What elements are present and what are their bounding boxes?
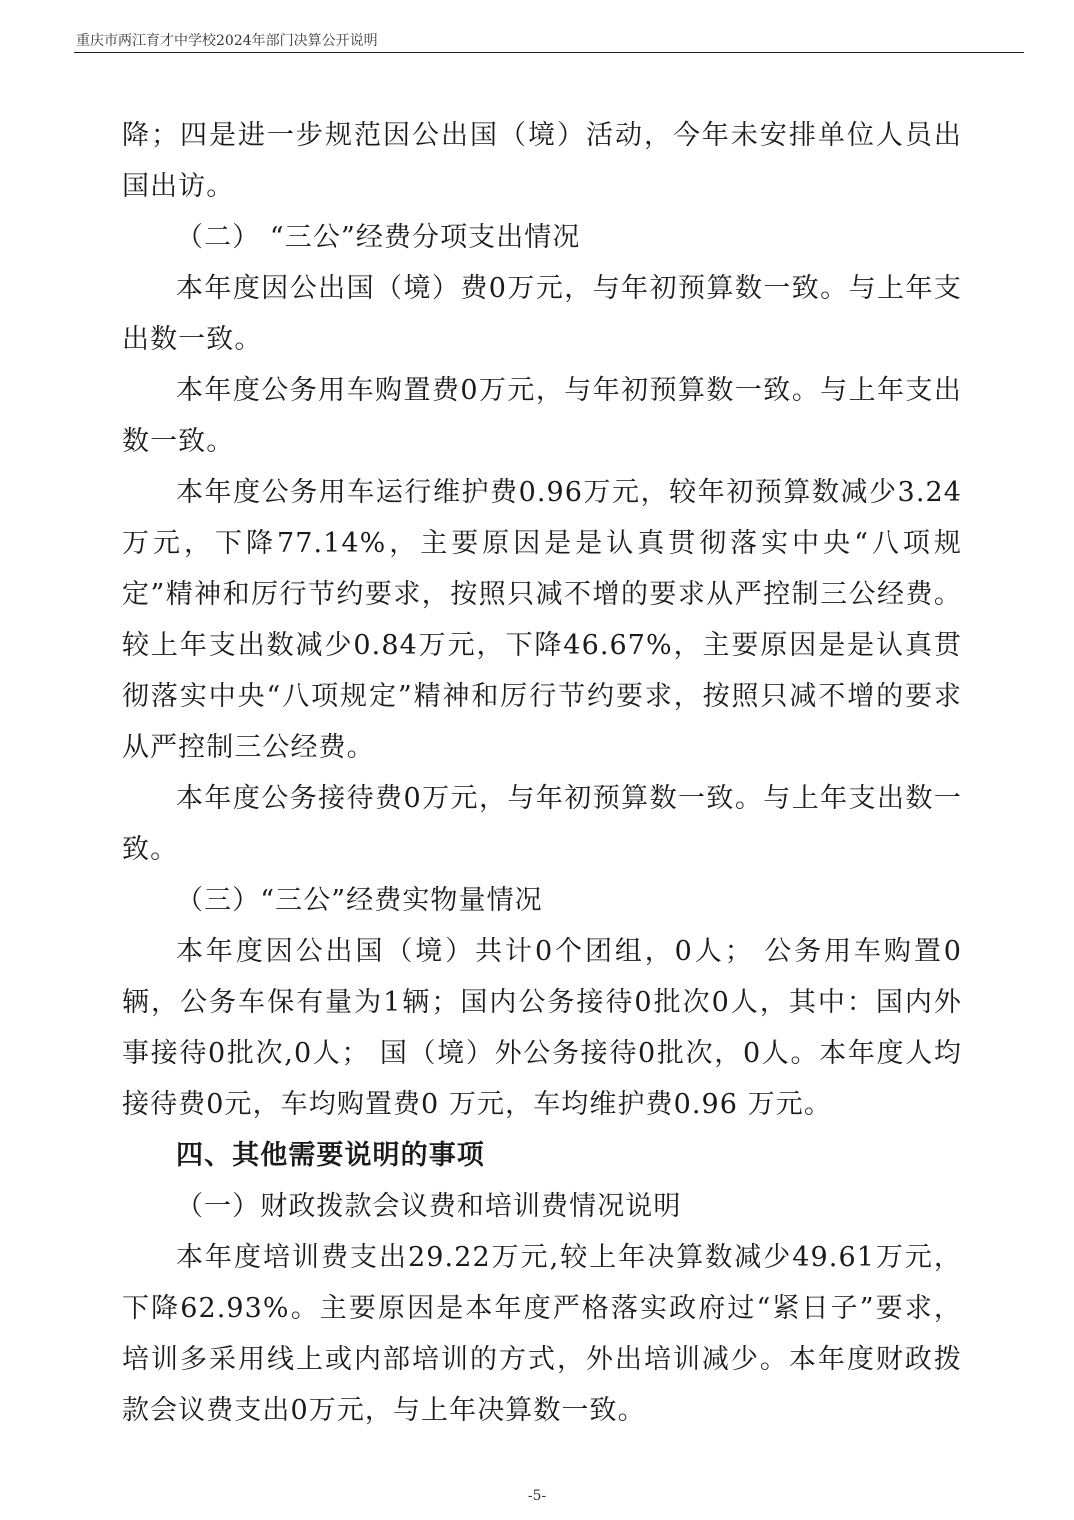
- running-header: 重庆市两江育才中学校2024年部门决算公开说明: [76, 33, 378, 49]
- paragraph-vehicle-maintenance: 本年度公务用车运行维护费0.96万元，较年初预算数减少3.24万元，下降77.14%，主要原因是是认真贯彻落实中央“八项规定”精神和厉行节约要求，按照只减不增的要求从严控制三公经费。较上年支出数减少0.84万元，下降46.67%，主要原因是是认真贯彻落实中央“八项规定”精神和厉行节约要求，按照只减不增的要求从严控制三公经费。: [122, 477, 962, 763]
- paragraph-vehicle-purchase: 本年度公务用车购置费0万元，与年初预算数一致。与上年支出数一致。: [122, 375, 962, 457]
- subheading-meeting-training: （一）财政拨款会议费和培训费情况说明: [176, 1191, 682, 1222]
- paragraph-physical-quantity: 本年度因公出国（境）共计0个团组，0人； 公务用车购置0辆，公务车保有量为1辆；国内公务接待0批次0人，其中：国内外事接待0批次,0人； 国（境）外公务接待0批次，0人。本年度人均接待费0元，车均购置费0 万元，车均维护费0.96 万元。: [122, 936, 962, 1120]
- subheading-itemized-expenses: （二） “三公”经费分项支出情况: [176, 222, 581, 253]
- header-rule: [74, 52, 1024, 53]
- page-number: -5-: [527, 1488, 547, 1504]
- subheading-physical-quantity: （三）“三公”经费实物量情况: [176, 885, 543, 916]
- section-heading-other-matters: 四、其他需要说明的事项: [176, 1140, 485, 1171]
- paragraph-continuation: 降；四是进一步规范因公出国（境）活动，今年未安排单位人员出国出访。: [122, 120, 962, 202]
- paragraph-overseas-travel: 本年度因公出国（境）费0万元，与年初预算数一致。与上年支出数一致。: [122, 273, 962, 355]
- paragraph-training-expenses: 本年度培训费支出29.22万元,较上年决算数减少49.61万元，下降62.93%。主要原因是本年度严格落实政府过“紧日子”要求，培训多采用线上或内部培训的方式，外出培训减少。本年度财政拨款会议费支出0万元，与上年决算数一致。: [122, 1242, 962, 1426]
- document-body: [122, 110, 962, 1436]
- paragraph-official-reception: 本年度公务接待费0万元，与年初预算数一致。与上年支出数一致。: [122, 783, 962, 865]
